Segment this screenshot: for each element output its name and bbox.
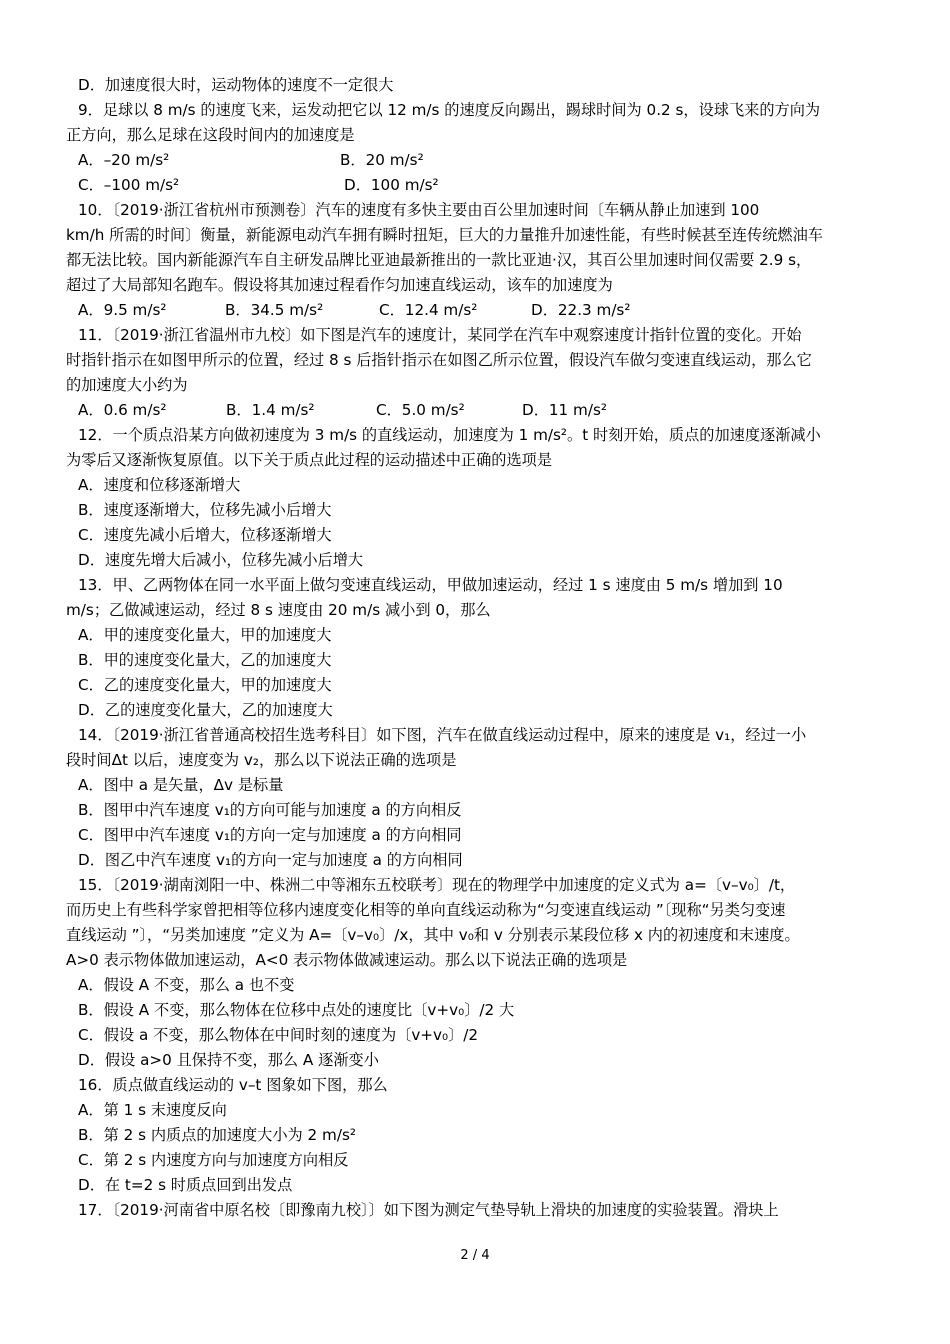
question-10-line2: km/h 所需的时间〕衡量，新能源电动汽车拥有瞬时扭矩，巨大的力量推升加速性能，有些时候甚至连传统燃油车 xyxy=(66,226,823,244)
option-10C: C．12.4 m/s² xyxy=(379,301,478,319)
option-11C: C．5.0 m/s² xyxy=(376,401,465,419)
option-16C: C．第 2 s 内速度方向与加速度方向相反 xyxy=(78,1151,349,1169)
option-13D: D．乙的速度变化量大，乙的加速度大 xyxy=(78,701,333,719)
option-11B: B．1.4 m/s² xyxy=(226,401,315,419)
option-11A: A．0.6 m/s² xyxy=(78,401,167,419)
option-10A: A．9.5 m/s² xyxy=(78,301,167,319)
question-15-line3: 直线运动 ”〕，“另类加速度 ”定义为 A=〔v–v₀〕/x，其中 v₀和 v 分别表示某段位移 x 内的初速度和末速度。 xyxy=(66,926,800,944)
option-8D: D．加速度很大时，运动物体的速度不一定很大 xyxy=(78,76,394,94)
question-15-line4: A>0 表示物体做加速运动，A<0 表示物体做减速运动。那么以下说法正确的选项是 xyxy=(66,951,628,969)
option-13B: B．甲的速度变化量大，乙的加速度大 xyxy=(78,651,332,669)
option-9C: C．–100 m/s² xyxy=(78,176,180,194)
option-14D: D．图乙中汽车速度 v₁的方向一定与加速度 a 的方向相同 xyxy=(78,851,463,869)
option-9D: D．100 m/s² xyxy=(344,176,439,194)
option-16A: A．第 1 s 末速度反向 xyxy=(78,1101,227,1119)
question-12-line1: 12．一个质点沿某方向做初速度为 3 m/s 的直线运动，加速度为 1 m/s²。t 时刻开始，质点的加速度逐渐减小 xyxy=(78,426,821,444)
option-14B: B．图甲中汽车速度 v₁的方向可能与加速度 a 的方向相反 xyxy=(78,801,462,819)
question-11-line3: 的加速度大小约为 xyxy=(66,376,188,394)
question-11-line1: 11．〔2019·浙江省温州市九校〕如下图是汽车的速度计，某同学在汽车中观察速度计指针位置的变化。开始 xyxy=(78,326,802,344)
option-14A: A．图中 a 是矢量，Δv 是标量 xyxy=(78,776,284,794)
question-14-line1: 14．〔2019·浙江省普通高校招生选考科目〕如下图，汽车在做直线运动过程中，原来的速度是 v₁，经过一小 xyxy=(78,726,807,744)
option-12D: D．速度先增大后减小，位移先减小后增大 xyxy=(78,551,364,569)
page-number: 2 / 4 xyxy=(460,1248,490,1263)
question-13-line1: 13．甲、乙两物体在同一水平面上做匀变速直线运动，甲做加速运动，经过 1 s 速度由 5 m/s 增加到 10 xyxy=(78,576,783,594)
option-13A: A．甲的速度变化量大，甲的加速度大 xyxy=(78,626,332,644)
question-15-line2: 而历史上有些科学家曾把相等位移内速度变化相等的单向直线运动称为“匀变速直线运动 ”〔现称“另类匀变速 xyxy=(66,901,786,919)
question-16-line1: 16．质点做直线运动的 v–t 图象如下图，那么 xyxy=(78,1076,388,1094)
question-10-line1: 10．〔2019·浙江省杭州市预测卷〕汽车的速度有多快主要由百公里加速时间〔车辆从静止加速到 100 xyxy=(78,201,760,219)
option-15B: B．假设 A 不变，那么物体在位移中点处的速度比〔v+v₀〕/2 大 xyxy=(78,1001,515,1019)
option-10D: D．22.3 m/s² xyxy=(531,301,631,319)
question-12-line2: 为零后又逐渐恢复原值。以下关于质点此过程的运动描述中正确的选项是 xyxy=(66,451,552,469)
option-15D: D．假设 a>0 且保持不变，那么 A 逐渐变小 xyxy=(78,1051,379,1069)
option-15A: A．假设 A 不变，那么 a 也不变 xyxy=(78,976,295,994)
option-15C: C．假设 a 不变，那么物体在中间时刻的速度为〔v+v₀〕/2 xyxy=(78,1026,479,1044)
question-10-line4: 超过了大局部知名跑车。假设将其加速过程看作匀加速直线运动，该车的加速度为 xyxy=(66,276,613,294)
option-14C: C．图甲中汽车速度 v₁的方向一定与加速度 a 的方向相同 xyxy=(78,826,462,844)
question-15-line1: 15．〔2019·湖南浏阳一中、株洲二中等湘东五校联考〕现在的物理学中加速度的定义式为 a=〔v–v₀〕/t， xyxy=(78,876,796,894)
question-9-line2: 正方向，那么足球在这段时间内的加速度是 xyxy=(66,126,355,144)
question-17-line1: 17．〔2019·河南省中原名校〔即豫南九校〕〕如下图为测定气垫导轨上滑块的加速度的实验装置。滑块上 xyxy=(78,1201,779,1219)
option-10B: B．34.5 m/s² xyxy=(225,301,324,319)
option-13C: C．乙的速度变化量大，甲的加速度大 xyxy=(78,676,332,694)
question-13-line2: m/s；乙做减速运动，经过 8 s 速度由 20 m/s 减小到 0，那么 xyxy=(66,601,491,619)
options-10-row xyxy=(78,298,888,323)
option-12C: C．速度先减小后增大，位移逐渐增大 xyxy=(78,526,332,544)
options-11-row xyxy=(78,398,888,423)
option-12A: A．速度和位移逐渐增大 xyxy=(78,476,241,494)
option-16D: D．在 t=2 s 时质点回到出发点 xyxy=(78,1176,293,1194)
question-9-line1: 9．足球以 8 m/s 的速度飞来，运发动把它以 12 m/s 的速度反向踢出，踢球时间为 0.2 s，设球飞来的方向为 xyxy=(78,101,821,119)
option-12B: B．速度逐渐增大，位移先减小后增大 xyxy=(78,501,332,519)
option-16B: B．第 2 s 内质点的加速度大小为 2 m/s² xyxy=(78,1126,356,1144)
option-11D: D．11 m/s² xyxy=(522,401,607,419)
options-9-row2 xyxy=(78,173,888,198)
option-9A: A．–20 m/s² xyxy=(78,151,170,169)
question-14-line2: 段时间Δt 以后，速度变为 v₂，那么以下说法正确的选项是 xyxy=(66,751,457,769)
question-10-line3: 都无法比较。国内新能源汽车自主研发品牌比亚迪最新推出的一款比亚迪·汉，其百公里加速时间仅需要 2.9 s， xyxy=(66,251,812,269)
question-11-line2: 时指针指示在如图甲所示的位置，经过 8 s 后指针指示在如图乙所示位置，假设汽车做匀变速直线运动，那么它 xyxy=(66,351,812,369)
option-9B: B．20 m/s² xyxy=(340,151,424,169)
options-9-row1 xyxy=(78,148,888,173)
